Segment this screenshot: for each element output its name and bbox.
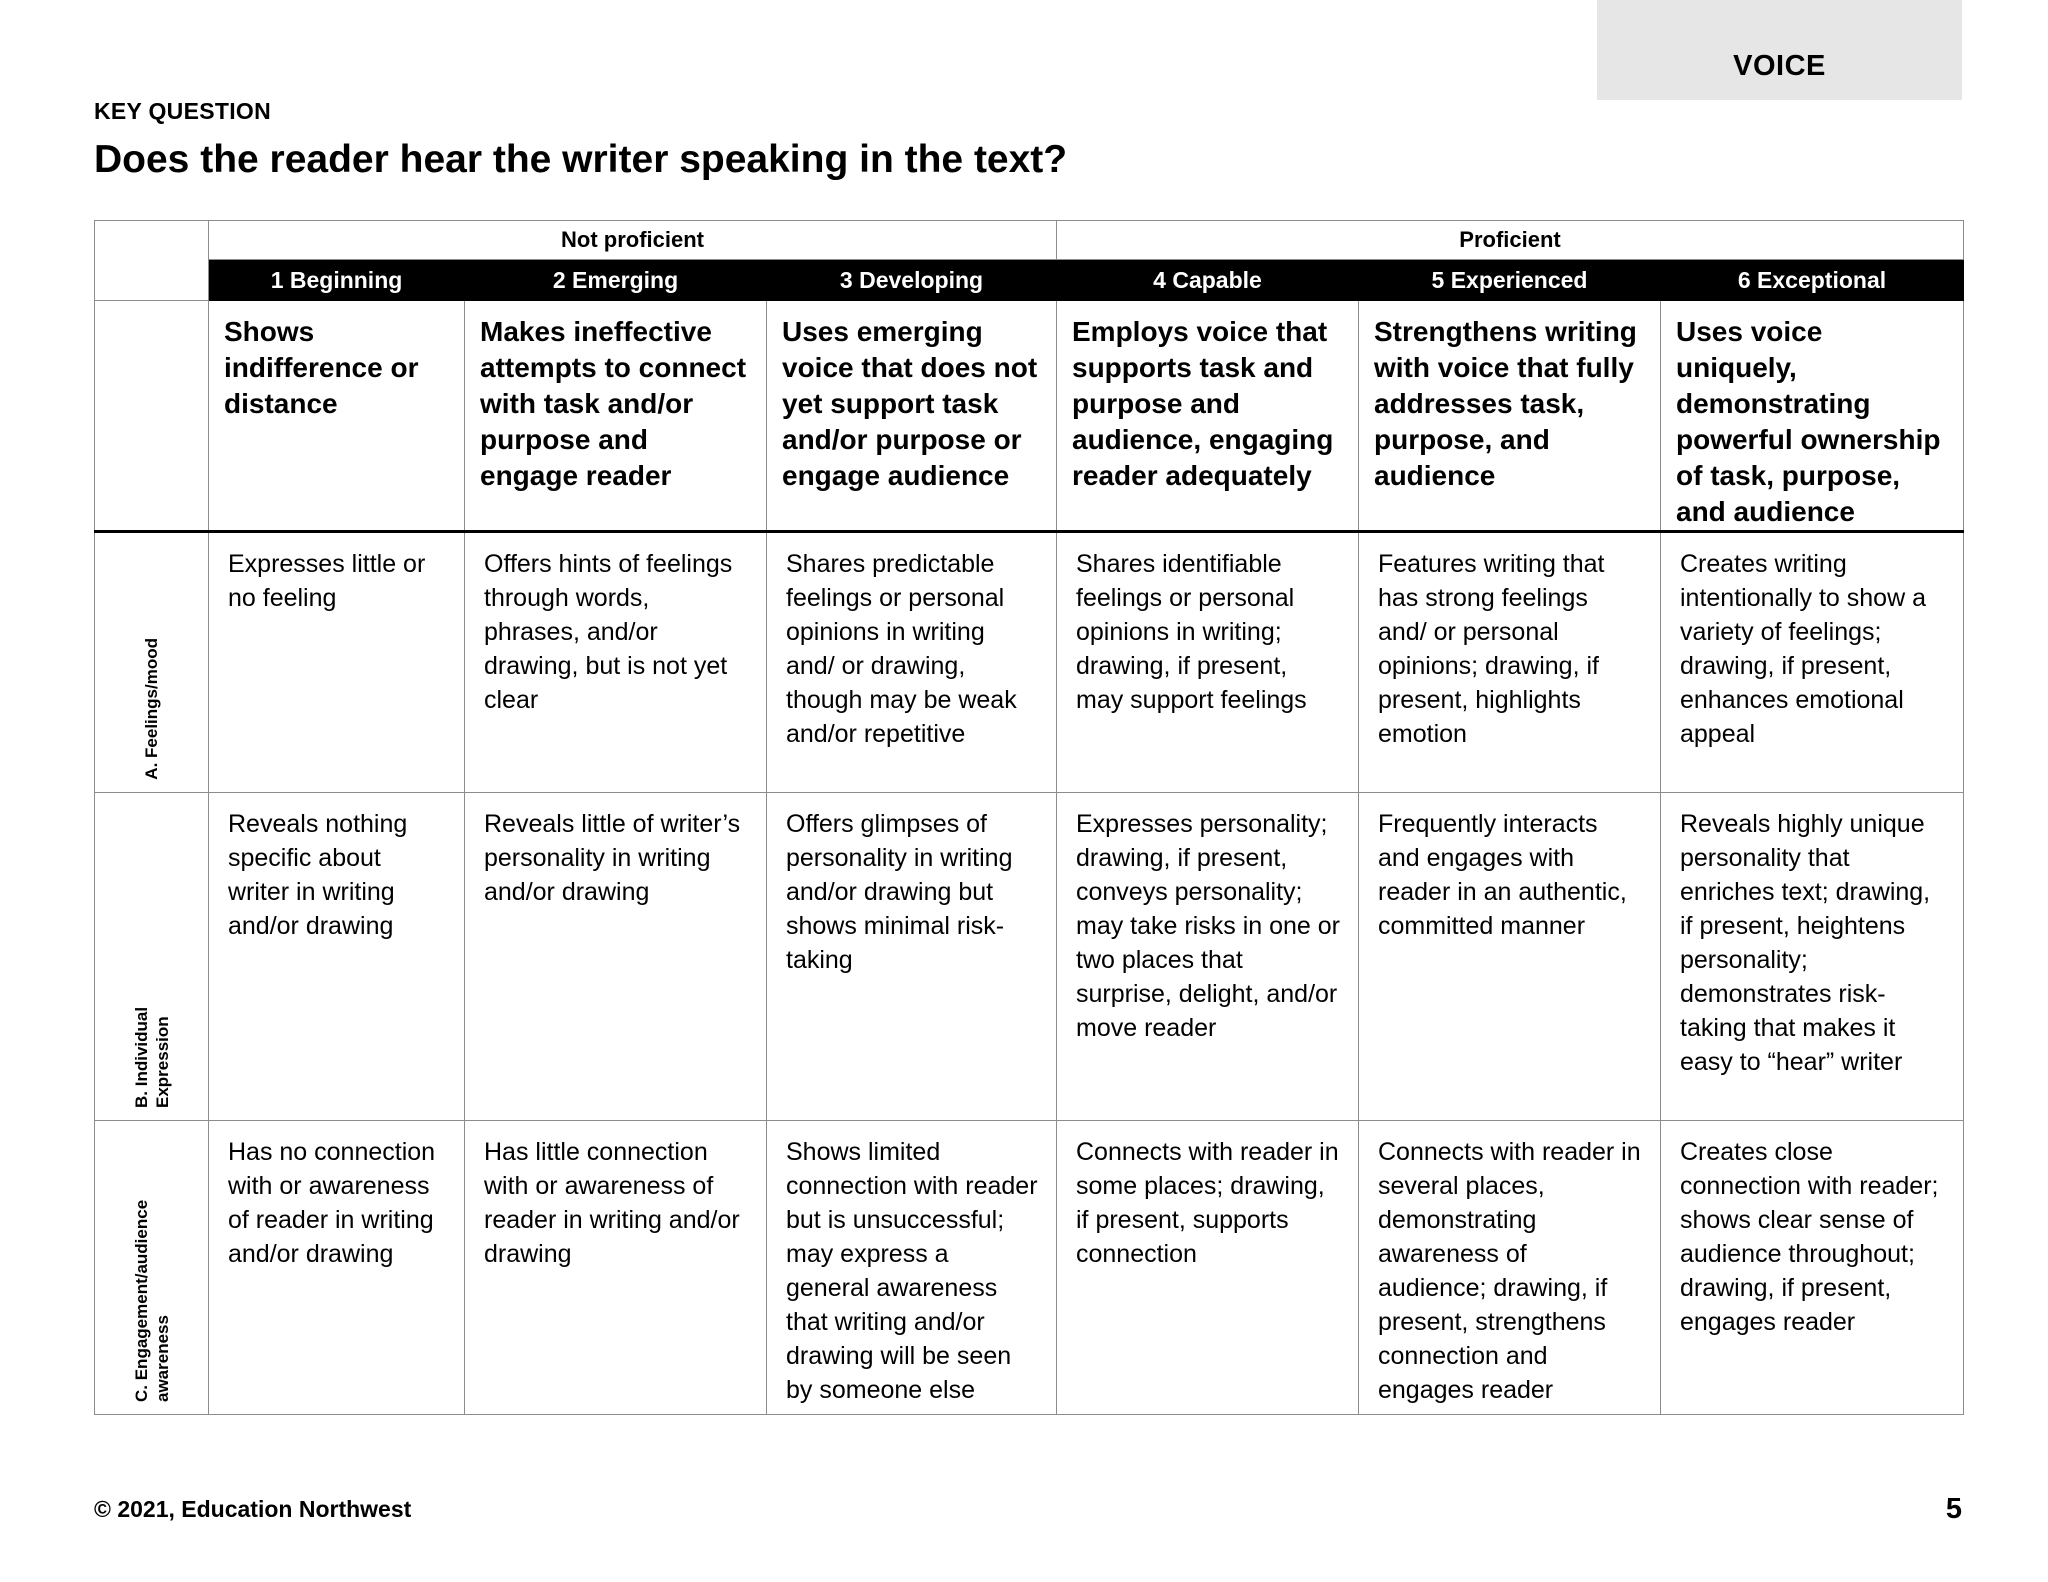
level-header-3: 3 Developing — [767, 260, 1057, 301]
row-label-engagement: C. Engagement/audience awareness — [131, 1199, 172, 1402]
table-cell: Shares identifiable feelings or personal opinions in writing; drawing, if present, may support feelings — [1057, 532, 1359, 793]
level-header-5: 5 Experienced — [1359, 260, 1661, 301]
key-question: Does the reader hear the writer speaking in the text? — [94, 138, 1068, 181]
table-cell: Frequently interacts and engages with reader in an authentic, committed manner — [1359, 793, 1661, 1121]
level-header-4: 4 Capable — [1057, 260, 1359, 301]
level-descriptor-3: Uses emerging voice that does not yet support task and/or purpose or engage audience — [767, 301, 1057, 532]
row-label-feelings: A. Feelings/mood — [142, 638, 161, 780]
page-number: 5 — [1945, 1493, 1962, 1525]
table-cell: Has little connection with or awareness of reader in writing and/or drawing — [465, 1121, 767, 1415]
group-header-not-proficient: Not proficient — [209, 221, 1057, 260]
table-cell: Expresses personality; drawing, if present, conveys personality; may take risks in one or two places that surprise, delight, and/or move reader — [1057, 793, 1359, 1121]
row-label-individual-expression: B. Individual Expression — [131, 1006, 172, 1108]
rubric-table — [94, 220, 1964, 1415]
level-header-2: 2 Emerging — [465, 260, 767, 301]
section-tab — [1597, 0, 1962, 100]
table-corner-descriptor — [95, 301, 209, 532]
table-cell: Reveals little of writer’s personality in writing and/or drawing — [465, 793, 767, 1121]
table-cell: Shares predictable feelings or personal opinions in writing and/ or drawing, though may be weak and/or repetitive — [767, 532, 1057, 793]
level-header-1: 1 Beginning — [209, 260, 465, 301]
table-cell: Connects with reader in some places; drawing, if present, supports connection — [1057, 1121, 1359, 1415]
table-cell: Creates writing intentionally to show a variety of feelings; drawing, if present, enhances emotional appeal — [1661, 532, 1964, 793]
row-header-individual-expression — [95, 793, 209, 1121]
level-descriptor-5: Strengthens writing with voice that fully addresses task, purpose, and audience — [1359, 301, 1661, 532]
table-cell: Shows limited connection with reader but is unsuccessful; may express a general awareness that writing and/or drawing will be seen by someone else — [767, 1121, 1057, 1415]
key-question-label: KEY QUESTION — [94, 98, 271, 124]
level-descriptor-6: Uses voice uniquely, demonstrating powerful ownership of task, purpose, and audience — [1661, 301, 1964, 532]
level-descriptor-4: Employs voice that supports task and purpose and audience, engaging reader adequately — [1057, 301, 1359, 532]
level-descriptor-2: Makes ineffective attempts to connect with task and/or purpose and engage reader — [465, 301, 767, 532]
row-header-feelings — [95, 532, 209, 793]
level-descriptor-1: Shows indifference or distance — [209, 301, 465, 532]
row-header-engagement — [95, 1121, 209, 1415]
section-tab-label: VOICE — [1733, 49, 1826, 82]
copyright-footer: © 2021, Education Northwest — [94, 1496, 412, 1522]
table-cell: Offers hints of feelings through words, phrases, and/or drawing, but is not yet clear — [465, 532, 767, 793]
table-cell: Expresses little or no feeling — [209, 532, 465, 793]
table-cell: Features writing that has strong feelings and/ or personal opinions; drawing, if present, highlights emotion — [1359, 532, 1661, 793]
table-cell: Offers glimpses of personality in writing and/or drawing but shows minimal risk-taking — [767, 793, 1057, 1121]
table-cell: Connects with reader in several places, demonstrating awareness of audience; drawing, if present, strengthens connection and engages reader — [1359, 1121, 1661, 1415]
table-cell: Reveals nothing specific about writer in writing and/or drawing — [209, 793, 465, 1121]
table-cell: Reveals highly unique personality that enriches text; drawing, if present, heightens personality; demonstrates risk-taking that makes it easy to “hear” writer — [1661, 793, 1964, 1121]
level-header-6: 6 Exceptional — [1661, 260, 1964, 301]
table-cell: Creates close connection with reader; shows clear sense of audience throughout; drawing, if present, engages reader — [1661, 1121, 1964, 1415]
table-cell: Has no connection with or awareness of reader in writing and/or drawing — [209, 1121, 465, 1415]
group-header-proficient: Proficient — [1057, 221, 1964, 260]
table-corner-top — [95, 221, 209, 301]
